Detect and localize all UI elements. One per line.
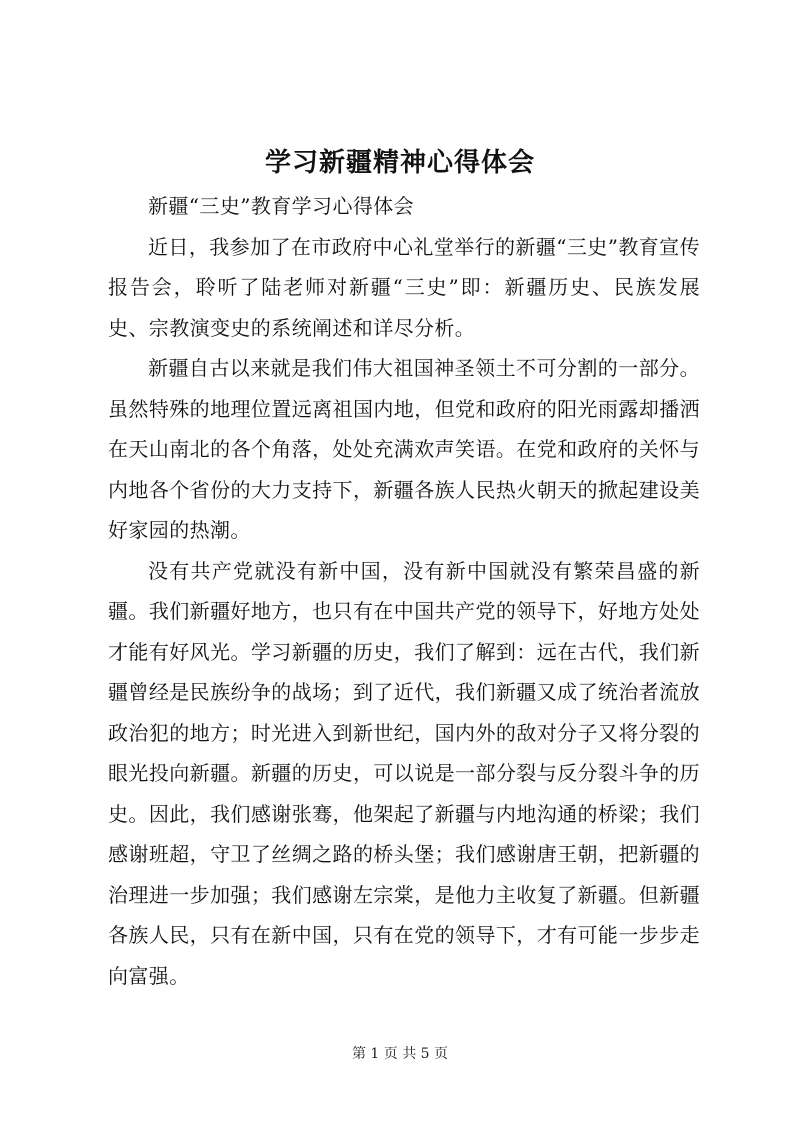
document-body bbox=[108, 186, 700, 996]
body-paragraph: 新疆自古以来就是我们伟大祖国神圣领土不可分割的一部分。虽然特殊的地理位置远离祖国内地，但党和政府的阳光雨露却播洒在天山南北的各个角落，处处充满欢声笑语。在党和政府的关怀与内地各个省份的大力支持下，新疆各族人民热火朝天的掀起建设美好家园的热潮。 bbox=[108, 356, 700, 542]
body-paragraph: 没有共产党就没有新中国，没有新中国就没有繁荣昌盛的新疆。我们新疆好地方，也只有在中国共产党的领导下，好地方处处才能有好风光。学习新疆的历史，我们了解到：远在古代，我们新疆曾经是民族纷争的战场；到了近代，我们新疆又成了统治者流放政治犯的地方；时光进入到新世纪，国内外的敌对分子又将分裂的眼光投向新疆。新疆的历史，可以说是一部分裂与反分裂斗争的历史。因此，我们感谢张骞，他架起了新疆与内地沟通的桥梁；我们感谢班超，守卫了丝绸之路的桥头堡；我们感谢唐王朝，把新疆的治理进一步加强；我们感谢左宗棠，是他力主收复了新疆。但新疆各族人民，只有在新中国，只有在党的领导下，才有可能一步步走向富强。 bbox=[108, 558, 700, 988]
subtitle-paragraph: 新疆“三史”教育学习心得体会 bbox=[148, 194, 415, 218]
page-number-footer: 第 1 页 共 5 页 bbox=[351, 1046, 449, 1062]
body-paragraph: 近日，我参加了在市政府中心礼堂举行的新疆“三史”教育宣传报告会，聆听了陆老师对新疆“三史”即：新疆历史、民族发展史、宗教演变史的系统阐述和详尽分析。 bbox=[108, 234, 700, 340]
document-title: 学习新疆精神心得体会 bbox=[264, 148, 535, 178]
